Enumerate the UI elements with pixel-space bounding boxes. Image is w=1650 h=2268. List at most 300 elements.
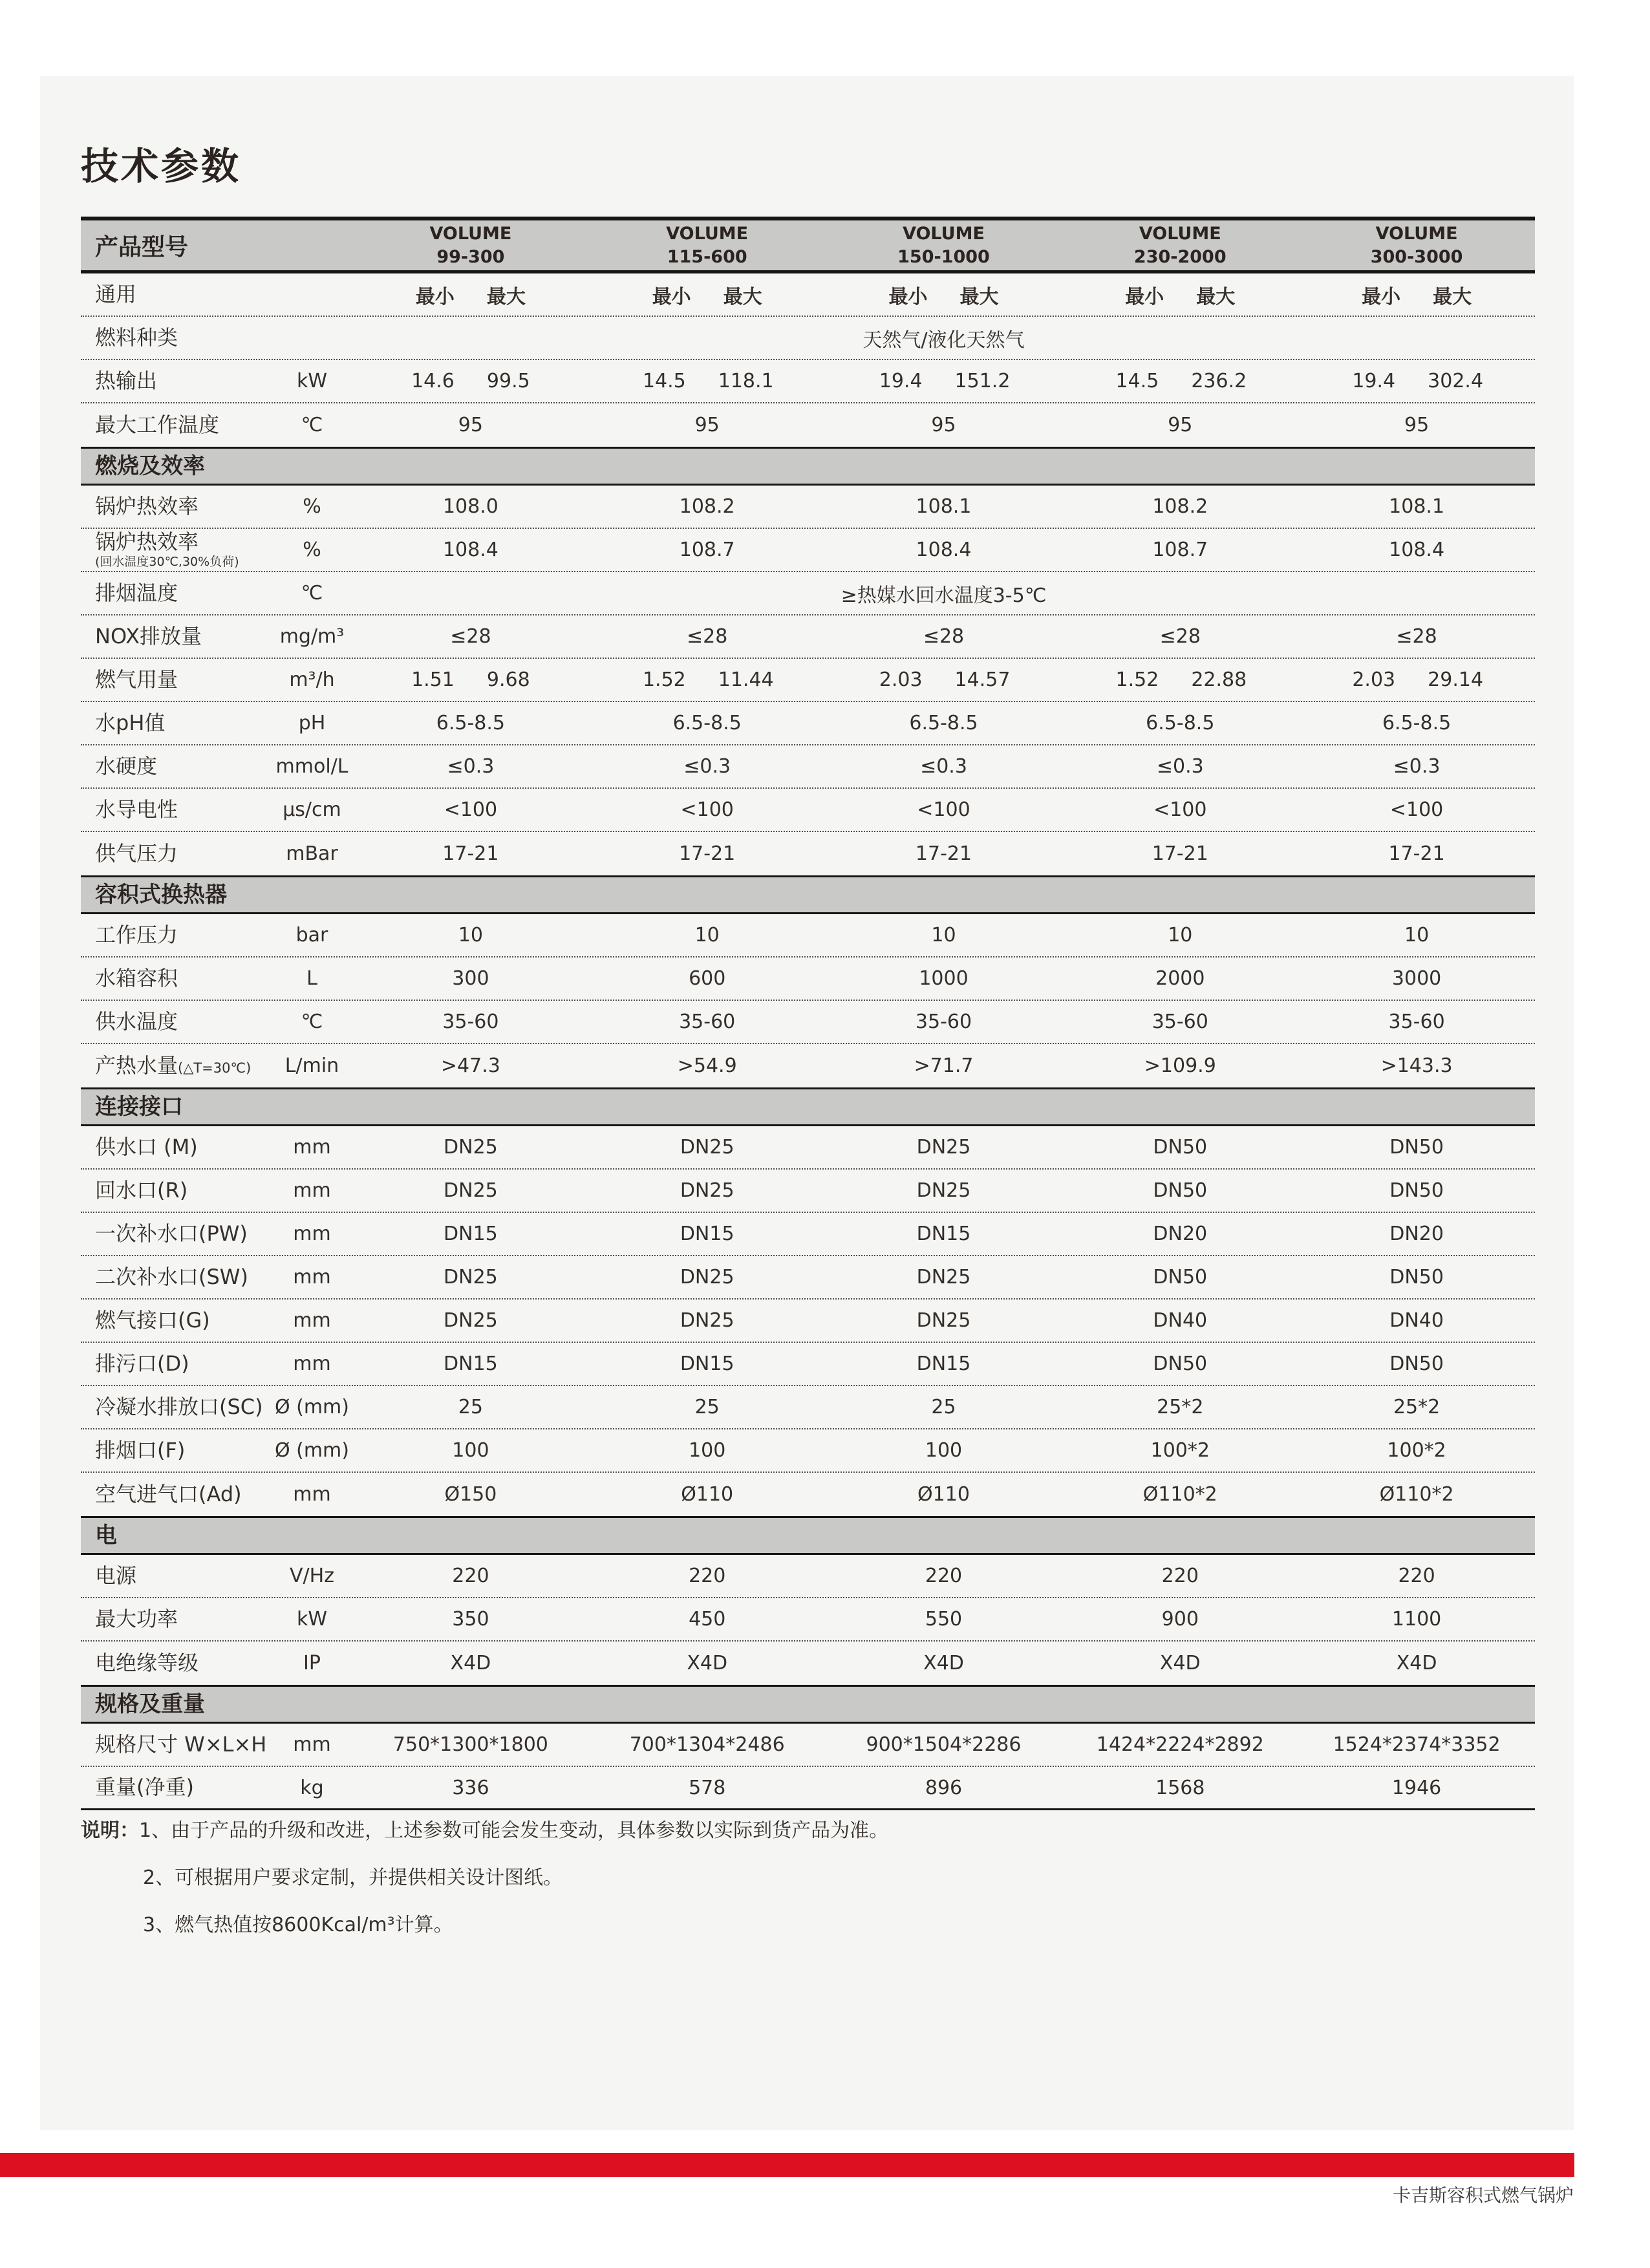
value-cell: DN25 [680, 1309, 734, 1332]
table-row [81, 1300, 1535, 1343]
value-cell: ≤0.3 [1393, 755, 1441, 778]
value-cell: 108.2 [1152, 495, 1208, 518]
value-cell: ≤28 [687, 625, 728, 648]
max-label: 最大 [1433, 285, 1472, 308]
value-cell: 700*1304*2486 [629, 1733, 785, 1756]
value-cell: 100*2 [1150, 1439, 1210, 1462]
max-label: 最大 [723, 285, 762, 308]
table-row [81, 1044, 1535, 1087]
value-cell: 550 [925, 1608, 963, 1631]
table-row [81, 572, 1535, 615]
minmax-header-cell [1062, 281, 1298, 309]
value-cell: 350 [452, 1608, 489, 1631]
max-value: 99.5 [486, 370, 530, 392]
table-row [81, 403, 1535, 447]
value-cell: 108.4 [1389, 539, 1445, 561]
table-row [81, 1001, 1535, 1044]
note-line: 3、燃气热值按8600Kcal/m³计算。 [143, 1914, 453, 1936]
row-label: 锅炉热效率 (回水温度30℃,30%负荷) [81, 531, 272, 568]
value-cell: 6.5-8.5 [672, 712, 742, 734]
row-unit: mmol/L [275, 755, 348, 778]
table-row [81, 1126, 1535, 1170]
value-cell: 1424*2224*2892 [1096, 1733, 1264, 1756]
row-sublabel: (回水温度30℃,30%负荷) [95, 554, 239, 569]
notes-block [81, 1807, 888, 1949]
row-label: 最大工作温度 [95, 412, 220, 437]
value-cell: 220 [689, 1565, 726, 1587]
min-value: 1.51 [411, 669, 455, 691]
table-row [81, 1429, 1535, 1473]
value-cell: Ø110 [917, 1483, 970, 1506]
min-value: 19.4 [879, 370, 923, 392]
value-cell: DN25 [916, 1309, 971, 1332]
row-label: 回水口(R) [95, 1177, 188, 1203]
value-cell: 220 [925, 1565, 963, 1587]
value-cell: DN15 [444, 1223, 498, 1245]
value-cell: Ø110*2 [1142, 1483, 1217, 1506]
row-unit: mm [293, 1353, 331, 1375]
value-cell: 108.7 [679, 539, 735, 561]
row-label: 电源 [95, 1563, 137, 1588]
table-row [81, 745, 1535, 789]
value-cell: 220 [452, 1565, 489, 1587]
value-cell: DN25 [680, 1179, 734, 1202]
row-label: 一次补水口(PW) [95, 1221, 248, 1246]
table-row [81, 1642, 1535, 1685]
value-cell: 108.2 [679, 495, 735, 518]
min-label: 最小 [888, 285, 928, 308]
value-cell: DN25 [680, 1136, 734, 1159]
table-row [81, 1386, 1535, 1429]
value-cell: 10 [1404, 924, 1430, 947]
table-row [81, 1555, 1535, 1598]
table-row [81, 273, 1535, 317]
max-value: 11.44 [718, 669, 774, 691]
value-cell: 100 [689, 1439, 726, 1462]
minmax-header-cell [352, 281, 589, 309]
value-cell: ≤28 [450, 625, 491, 648]
value-cell: X4D [687, 1652, 728, 1674]
value-cell: 35-60 [1388, 1011, 1445, 1033]
value-cell: 108.4 [916, 539, 972, 561]
min-label: 最小 [1125, 285, 1164, 308]
value-cell: DN15 [680, 1353, 734, 1375]
row-label: 重量(净重) [95, 1775, 194, 1800]
value-cell: 100*2 [1387, 1439, 1446, 1462]
value-cell: DN15 [916, 1223, 971, 1245]
table-row [81, 1724, 1535, 1767]
row-label: 通用 [95, 281, 137, 306]
value-cell: 95 [1168, 414, 1193, 436]
model-column-header [352, 222, 589, 269]
notes-prefix: 说明： [81, 1819, 139, 1842]
spec-table [81, 217, 1535, 1810]
section-row [81, 1087, 1535, 1126]
value-cell: 220 [1398, 1565, 1435, 1587]
value-cell: 25 [931, 1396, 956, 1418]
table-row [81, 529, 1535, 572]
value-pair-cell [1062, 669, 1298, 691]
row-label: 水pH值 [95, 710, 166, 735]
row-unit: mm [293, 1223, 331, 1245]
value-cell: 900 [1161, 1608, 1199, 1631]
value-cell: DN50 [1153, 1179, 1208, 1202]
table-row [81, 486, 1535, 529]
value-cell: 900*1504*2286 [866, 1733, 1022, 1756]
note-line [81, 1807, 888, 1854]
max-value: 14.57 [954, 669, 1011, 691]
value-cell: 108.0 [442, 495, 498, 518]
max-label: 最大 [959, 285, 999, 308]
value-cell: 17-21 [679, 842, 736, 865]
model-column-header [1298, 222, 1535, 269]
min-value: 14.6 [411, 370, 455, 392]
row-unit: ℃ [301, 414, 323, 436]
value-cell: <100 [444, 798, 498, 821]
value-cell: DN50 [1389, 1266, 1444, 1289]
row-unit: mm [293, 1179, 331, 1202]
table-row [81, 615, 1535, 659]
value-cell: 95 [931, 414, 956, 436]
table-row [81, 957, 1535, 1001]
value-cell: DN25 [680, 1266, 734, 1289]
value-cell: ≤0.3 [683, 755, 731, 778]
model-series: VOLUME [903, 223, 985, 244]
value-cell: Ø110 [681, 1483, 734, 1506]
value-cell: 35-60 [1152, 1011, 1208, 1033]
row-unit: kW [296, 1608, 328, 1631]
row-label: 空气进气口(Ad) [95, 1481, 242, 1506]
row-label: 燃气用量 [95, 667, 178, 692]
model-range: 230-2000 [1133, 246, 1227, 267]
value-cell: 300 [452, 967, 489, 990]
note-text: 1、由于产品的升级和改进，上述参数可能会发生变动，具体参数以实际到货产品为准。 [139, 1819, 889, 1842]
value-cell: ≤0.3 [1156, 755, 1204, 778]
section-label: 容积式换热器 [95, 882, 227, 908]
max-value: 236.2 [1191, 370, 1247, 392]
table-row [81, 1213, 1535, 1256]
value-cell: DN25 [444, 1179, 498, 1202]
row-label: 最大功率 [95, 1606, 178, 1631]
model-series: VOLUME [429, 223, 512, 244]
value-cell: DN15 [916, 1353, 971, 1375]
value-cell: DN50 [1153, 1266, 1208, 1289]
row-label: 水导电性 [95, 797, 178, 822]
row-label: 规格尺寸 W×L×H [95, 1731, 267, 1757]
value-cell: 35-60 [442, 1011, 499, 1033]
table-row [81, 914, 1535, 957]
value-cell: Ø110*2 [1379, 1483, 1454, 1506]
value-cell: 2000 [1155, 967, 1205, 990]
min-value: 14.5 [642, 370, 686, 392]
row-unit: mBar [286, 842, 338, 865]
min-value: 2.03 [1352, 669, 1396, 691]
table-row [81, 659, 1535, 702]
value-cell: 220 [1161, 1565, 1199, 1587]
value-cell: 896 [925, 1776, 963, 1799]
value-cell: 17-21 [1152, 842, 1208, 865]
max-value: 118.1 [718, 370, 774, 392]
max-value: 302.4 [1428, 370, 1484, 392]
value-cell: ≤28 [1396, 625, 1437, 648]
table-row [81, 789, 1535, 832]
value-cell: 6.5-8.5 [1146, 712, 1215, 734]
value-cell: 95 [458, 414, 483, 436]
row-unit: % [303, 495, 321, 518]
row-label: 供水温度 [95, 1009, 178, 1034]
min-value: 19.4 [1352, 370, 1396, 392]
value-cell: X4D [1159, 1652, 1201, 1674]
value-cell: DN50 [1389, 1179, 1444, 1202]
value-cell: 10 [931, 924, 956, 947]
row-unit: mm [293, 1266, 331, 1289]
row-label: 水箱容积 [95, 965, 178, 990]
table-row [81, 832, 1535, 875]
minmax-header-cell [589, 281, 826, 309]
footer-brand-text: 卡吉斯容积式燃气锅炉 [1392, 2185, 1574, 2206]
max-label: 最大 [486, 285, 526, 308]
row-label: 热输出 [95, 368, 158, 393]
value-cell: 35-60 [679, 1011, 736, 1033]
value-cell: >71.7 [914, 1054, 974, 1077]
section-label: 规格及重量 [95, 1691, 205, 1717]
row-label: 产热水量(△T=30℃) [95, 1053, 252, 1078]
model-series: VOLUME [666, 223, 749, 244]
table-row [81, 1767, 1535, 1810]
value-cell: 17-21 [442, 842, 499, 865]
value-cell: >109.9 [1144, 1054, 1216, 1077]
value-cell: DN25 [444, 1309, 498, 1332]
value-cell: 6.5-8.5 [909, 712, 978, 734]
row-label: 电绝缘等级 [95, 1650, 199, 1675]
row-label: NOX排放量 [95, 623, 202, 648]
row-label: 水硬度 [95, 753, 158, 778]
value-cell: <100 [1389, 798, 1444, 821]
value-cell: DN25 [916, 1266, 971, 1289]
value-cell: ≤28 [923, 625, 965, 648]
value-cell: 35-60 [915, 1011, 972, 1033]
merged-value: ≥热媒水回水温度3-5℃ [841, 584, 1047, 607]
model-range: 115-600 [667, 246, 747, 267]
row-sublabel: (△T=30℃) [178, 1060, 252, 1076]
value-cell: <100 [680, 798, 734, 821]
row-label: 工作压力 [95, 922, 178, 947]
row-unit: pH [298, 712, 326, 734]
table-row [81, 317, 1535, 360]
row-unit: kg [300, 1776, 324, 1799]
value-cell: DN25 [444, 1136, 498, 1159]
value-cell: DN50 [1153, 1353, 1208, 1375]
value-cell: >54.9 [677, 1054, 737, 1077]
value-cell: 108.1 [916, 495, 972, 518]
value-cell: DN15 [680, 1223, 734, 1245]
value-cell: >143.3 [1380, 1054, 1453, 1077]
min-label: 最小 [415, 285, 455, 308]
section-row [81, 875, 1535, 914]
value-cell: DN50 [1389, 1136, 1444, 1159]
value-cell: 3000 [1391, 967, 1442, 990]
row-unit: V/Hz [290, 1565, 334, 1587]
row-unit: % [303, 539, 321, 561]
value-pair-cell [1062, 370, 1298, 392]
note-line: 2、可根据用户要求定制，并提供相关设计图纸。 [143, 1867, 563, 1889]
value-cell: ≤28 [1159, 625, 1201, 648]
value-cell: 108.1 [1389, 495, 1445, 518]
value-cell: 17-21 [915, 842, 972, 865]
value-cell: 10 [694, 924, 720, 947]
value-cell: DN25 [916, 1136, 971, 1159]
max-label: 最大 [1196, 285, 1236, 308]
value-cell: <100 [917, 798, 970, 821]
table-header-row [81, 217, 1535, 273]
value-cell: 600 [689, 967, 726, 990]
row-label: 排污口(D) [95, 1351, 189, 1376]
row-unit: L [306, 967, 317, 990]
model-column-header [826, 222, 1062, 269]
max-value: 9.68 [486, 669, 530, 691]
value-cell: DN50 [1389, 1353, 1444, 1375]
min-value: 2.03 [879, 669, 923, 691]
value-cell: 100 [452, 1439, 489, 1462]
value-cell: DN20 [1389, 1223, 1444, 1245]
value-cell: 750*1300*1800 [392, 1733, 548, 1756]
model-range: 150-1000 [897, 246, 990, 267]
value-cell: 1568 [1155, 1776, 1205, 1799]
model-column-header [1062, 222, 1298, 269]
row-unit: bar [295, 924, 328, 947]
value-pair-cell [1298, 370, 1535, 392]
value-cell: 25*2 [1393, 1396, 1441, 1418]
value-cell: <100 [1153, 798, 1207, 821]
row-label: 二次补水口(SW) [95, 1264, 248, 1289]
min-label: 最小 [1362, 285, 1401, 308]
value-cell: ≤0.3 [447, 755, 495, 778]
table-row [81, 1170, 1535, 1213]
value-cell: 450 [689, 1608, 726, 1631]
value-cell: 95 [1404, 414, 1430, 436]
page-title: 技术参数 [81, 144, 242, 188]
row-unit: mm [293, 1309, 331, 1332]
minmax-header-cell [826, 281, 1062, 309]
value-pair-cell [826, 669, 1062, 691]
row-unit: μs/cm [283, 798, 341, 821]
value-pair-cell [589, 370, 826, 392]
section-label: 燃烧及效率 [95, 453, 205, 479]
footer-red-bar [0, 2153, 1574, 2177]
row-label: 燃料种类 [95, 325, 178, 350]
row-label: 供水口 (M) [95, 1134, 198, 1159]
row-unit: IP [303, 1652, 321, 1674]
table-row [81, 1343, 1535, 1386]
table-row [81, 1256, 1535, 1300]
min-label: 最小 [652, 285, 691, 308]
row-label: 锅炉热效率 [95, 493, 199, 519]
value-cell: 25 [694, 1396, 720, 1418]
value-pair-cell [352, 669, 589, 691]
row-label: 供气压力 [95, 840, 178, 866]
max-value: 151.2 [954, 370, 1011, 392]
value-cell: Ø150 [444, 1483, 497, 1506]
row-label: 排烟温度 [95, 580, 178, 605]
section-label: 电 [95, 1523, 117, 1548]
row-unit: ℃ [301, 1011, 323, 1033]
min-value: 1.52 [642, 669, 686, 691]
product-model-label: 产品型号 [95, 234, 189, 261]
value-cell: DN20 [1153, 1223, 1208, 1245]
row-unit: ℃ [301, 582, 323, 604]
row-unit: Ø (mm) [274, 1396, 349, 1418]
value-cell: 108.4 [442, 539, 498, 561]
min-value: 1.52 [1115, 669, 1159, 691]
value-cell: DN40 [1389, 1309, 1444, 1332]
row-unit: mm [293, 1733, 331, 1756]
row-unit: m³/h [289, 669, 335, 691]
value-cell: X4D [1396, 1652, 1437, 1674]
value-cell: 10 [1168, 924, 1193, 947]
table-row [81, 1473, 1535, 1516]
value-cell: 95 [694, 414, 720, 436]
merged-value: 天然气/液化天然气 [862, 328, 1025, 352]
value-cell: 108.7 [1152, 539, 1208, 561]
value-cell: DN40 [1153, 1309, 1208, 1332]
minmax-header-cell [1298, 281, 1535, 309]
table-row [81, 360, 1535, 403]
row-unit: mm [293, 1483, 331, 1506]
value-cell: X4D [923, 1652, 964, 1674]
value-cell: ≤0.3 [920, 755, 967, 778]
value-cell: DN25 [444, 1266, 498, 1289]
row-unit: mg/m³ [279, 625, 345, 648]
row-unit: mm [293, 1136, 331, 1159]
max-value: 22.88 [1191, 669, 1247, 691]
value-cell: DN25 [916, 1179, 971, 1202]
value-pair-cell [352, 370, 589, 392]
value-cell: 1100 [1391, 1608, 1442, 1631]
row-label: 燃气接口(G) [95, 1307, 210, 1332]
model-column-header [589, 222, 826, 269]
value-cell: 1000 [919, 967, 969, 990]
value-cell: 1946 [1391, 1776, 1442, 1799]
value-cell: 336 [452, 1776, 489, 1799]
section-row [81, 1516, 1535, 1555]
min-value: 14.5 [1115, 370, 1159, 392]
row-label: 排烟口(F) [95, 1437, 186, 1462]
section-row [81, 447, 1535, 486]
table-row [81, 1598, 1535, 1642]
value-cell: DN15 [444, 1353, 498, 1375]
value-cell: 6.5-8.5 [1382, 712, 1452, 734]
value-cell: 6.5-8.5 [436, 712, 506, 734]
model-range: 300-3000 [1370, 246, 1463, 267]
value-cell: 578 [689, 1776, 726, 1799]
row-unit: kW [296, 370, 328, 392]
model-range: 99-300 [436, 246, 505, 267]
value-pair-cell [826, 370, 1062, 392]
section-label: 连接接口 [95, 1094, 183, 1120]
row-unit: L/min [284, 1054, 339, 1077]
value-cell: 25 [458, 1396, 483, 1418]
value-cell: 25*2 [1157, 1396, 1204, 1418]
section-row [81, 1685, 1535, 1724]
value-cell: 1524*2374*3352 [1333, 1733, 1501, 1756]
model-series: VOLUME [1375, 223, 1458, 244]
value-pair-cell [589, 669, 826, 691]
row-unit: Ø (mm) [274, 1439, 349, 1462]
value-cell: 17-21 [1388, 842, 1445, 865]
value-cell: >47.3 [440, 1054, 500, 1077]
table-row [81, 702, 1535, 745]
value-pair-cell [1298, 669, 1535, 691]
